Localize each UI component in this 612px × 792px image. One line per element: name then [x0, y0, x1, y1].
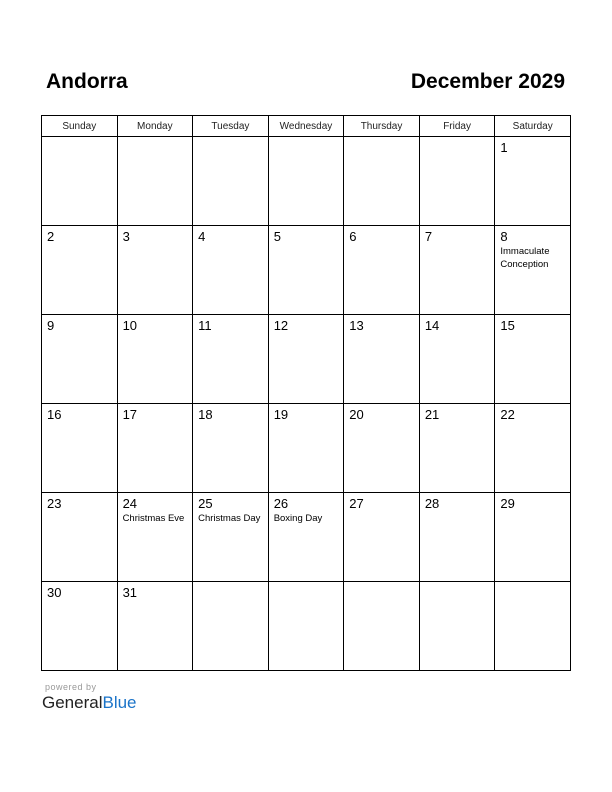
day-number: 11: [198, 318, 212, 333]
day-cell: [193, 226, 269, 315]
day-cell: [495, 137, 571, 226]
brand-logo: [42, 693, 137, 713]
day-cell: [117, 226, 193, 315]
day-cell: [344, 582, 420, 671]
day-cell: [419, 226, 495, 315]
holiday-label: Christmas Eve: [122, 513, 185, 524]
day-cell: [268, 315, 344, 404]
weekday-wednesday: Wednesday: [268, 116, 344, 137]
week-row: [42, 137, 571, 226]
holiday-label: Boxing Day: [273, 513, 323, 524]
week-row: [42, 582, 571, 671]
day-cell: [117, 582, 193, 671]
day-number: 3: [122, 229, 130, 244]
day-cell: [419, 582, 495, 671]
day-cell: [42, 582, 118, 671]
day-number: 30: [47, 585, 62, 600]
day-cell: [193, 404, 269, 493]
weekday-thursday: Thursday: [344, 116, 420, 137]
day-number: 31: [122, 585, 138, 600]
day-number: 1: [500, 140, 508, 155]
day-number: 27: [349, 496, 364, 511]
day-number: 5: [273, 229, 281, 244]
powered-by-text: powered by: [45, 682, 97, 692]
month-year-title: December 2029: [410, 70, 565, 93]
country-title: Andorra: [46, 70, 128, 93]
day-cell: [495, 582, 571, 671]
day-cell: [117, 404, 193, 493]
weekday-tuesday: Tuesday: [193, 116, 269, 137]
day-number: 18: [198, 407, 213, 422]
day-cell: [268, 226, 344, 315]
day-cell: [344, 137, 420, 226]
day-number: 22: [500, 407, 515, 422]
day-number: 8: [500, 229, 508, 244]
day-cell: [42, 493, 118, 582]
footer: [42, 682, 137, 713]
day-cell: [419, 493, 495, 582]
day-number: 16: [47, 407, 62, 422]
holiday-label: Christmas Day: [198, 513, 261, 524]
day-cell: [268, 582, 344, 671]
day-cell: [117, 315, 193, 404]
day-cell: [495, 404, 571, 493]
day-number: 2: [47, 229, 55, 244]
day-cell: [42, 226, 118, 315]
day-number: 6: [349, 229, 357, 244]
week-row: [42, 493, 571, 582]
day-cell: [495, 226, 571, 315]
day-number: 4: [198, 229, 206, 244]
day-cell: [344, 493, 420, 582]
day-cell: [117, 137, 193, 226]
day-number: 25: [198, 496, 213, 511]
day-number: 14: [424, 318, 440, 333]
day-number: 12: [273, 318, 289, 333]
brand-general: General: [42, 693, 103, 712]
day-cell: [268, 404, 344, 493]
day-number: 23: [47, 496, 62, 511]
day-number: 24: [122, 496, 138, 511]
day-cell: [193, 137, 269, 226]
day-cell: [42, 315, 118, 404]
day-cell: [193, 493, 269, 582]
weekday-monday: Monday: [117, 116, 193, 137]
day-number: 15: [500, 318, 515, 333]
day-cell: [344, 404, 420, 493]
day-cell: [495, 315, 571, 404]
day-cell: [344, 226, 420, 315]
day-number: 28: [424, 496, 440, 511]
calendar-body: [42, 137, 571, 671]
day-number: 21: [424, 407, 440, 422]
day-cell: [268, 493, 344, 582]
week-row: [42, 404, 571, 493]
week-row: [42, 315, 571, 404]
day-number: 19: [273, 407, 289, 422]
day-number: 13: [349, 318, 364, 333]
brand-blue: Blue: [102, 693, 137, 712]
day-cell: [42, 137, 118, 226]
day-cell: [419, 315, 495, 404]
day-number: 17: [122, 407, 138, 422]
day-cell: [193, 315, 269, 404]
day-cell: [419, 137, 495, 226]
calendar-grid: [41, 115, 571, 671]
day-cell: [419, 404, 495, 493]
day-cell: [193, 582, 269, 671]
week-row: [42, 226, 571, 315]
day-cell: [268, 137, 344, 226]
day-cell: [344, 315, 420, 404]
weekday-sunday: Sunday: [42, 116, 118, 137]
day-number: 26: [273, 496, 289, 511]
weekday-saturday: Saturday: [495, 116, 571, 137]
holiday-label: Immaculate Conception: [500, 246, 550, 270]
day-cell: [42, 404, 118, 493]
day-number: 9: [47, 318, 55, 333]
weekday-header-row: [42, 116, 571, 137]
day-number: 10: [122, 318, 138, 333]
weekday-friday: Friday: [419, 116, 495, 137]
day-cell: [495, 493, 571, 582]
day-number: 7: [424, 229, 433, 244]
day-number: 29: [500, 496, 515, 511]
day-cell: [117, 493, 193, 582]
day-number: 20: [349, 407, 364, 422]
